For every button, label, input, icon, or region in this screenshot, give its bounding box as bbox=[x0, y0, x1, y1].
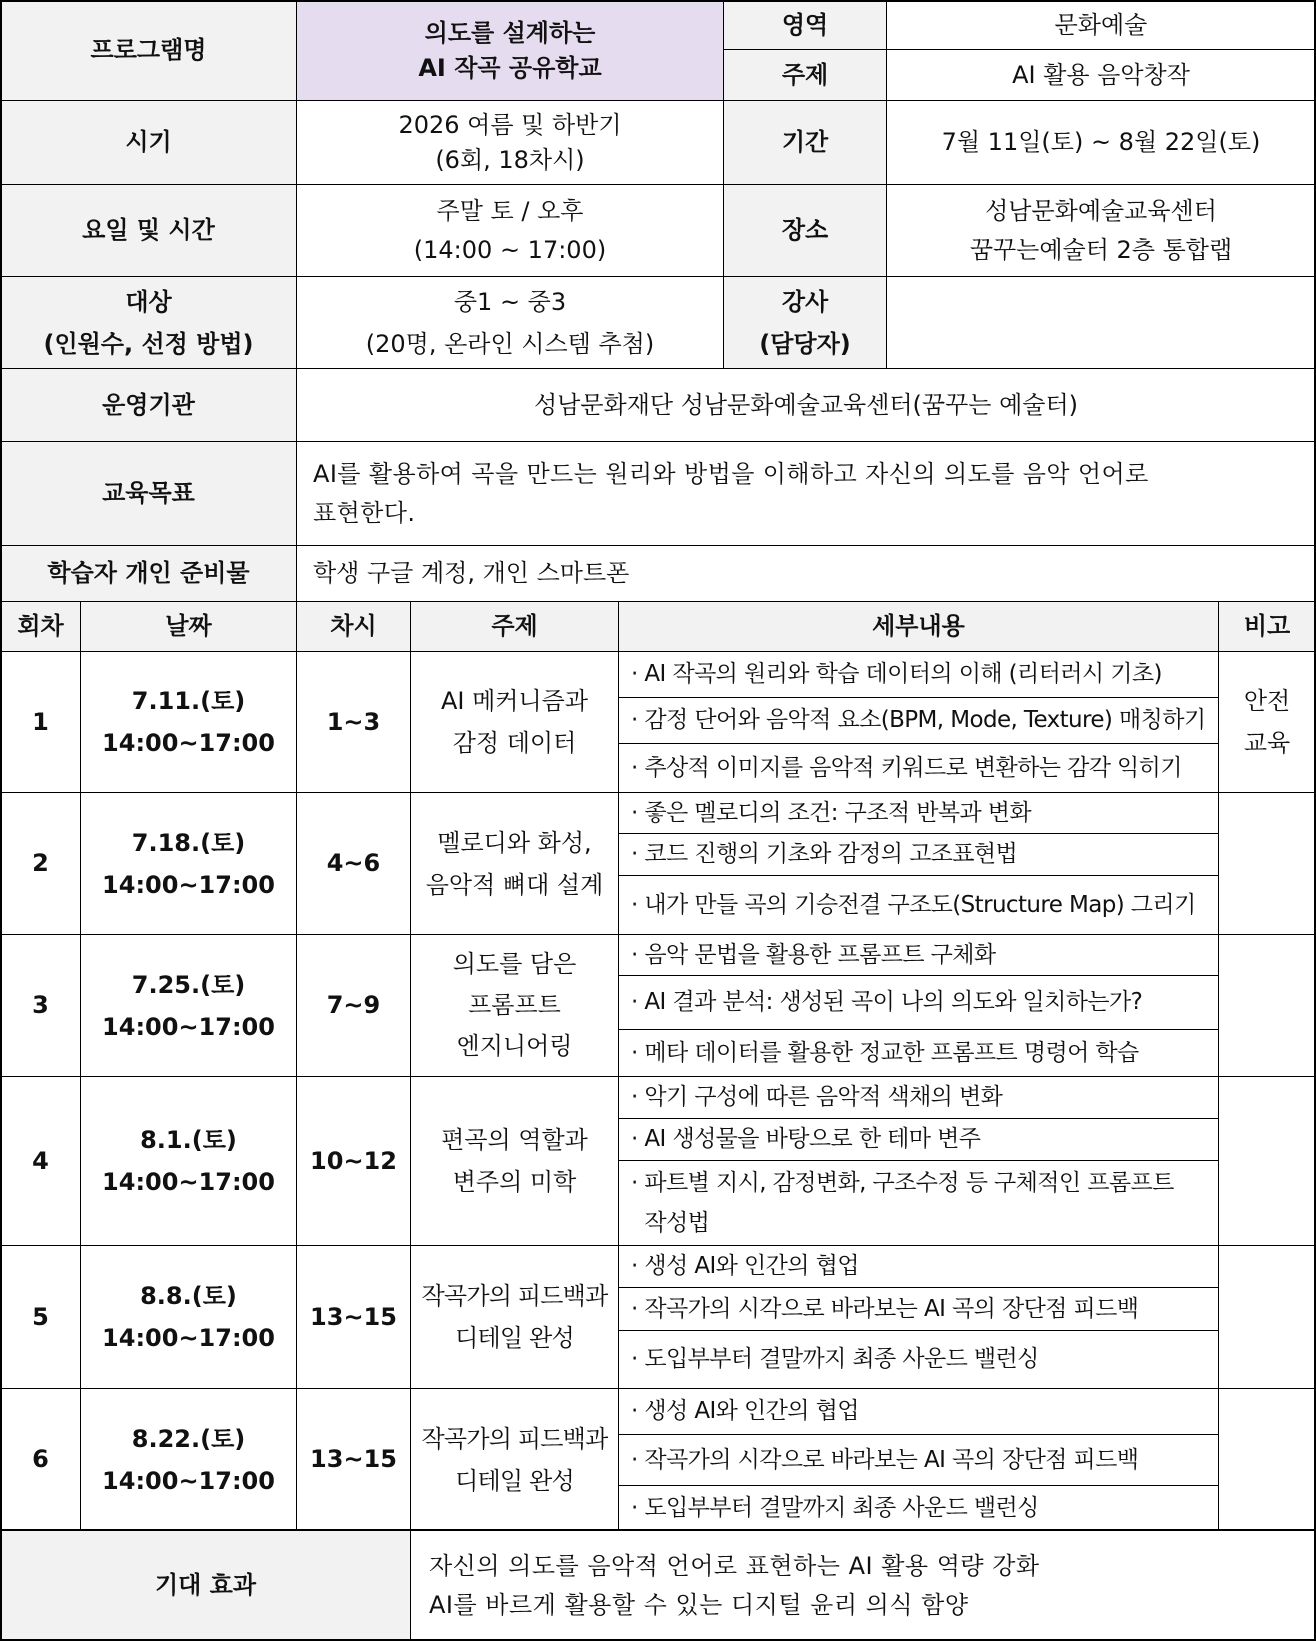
target-label: 대상 (인원수, 선정 방법) bbox=[0, 276, 297, 369]
place-value: 성남문화예술교육센터 꿈꾸는예술터 2층 통합랩 bbox=[886, 184, 1316, 277]
session-detail-item: · 생성 AI와 인간의 협업 bbox=[618, 1245, 1219, 1288]
session-detail-item: · 악기 구성에 따른 음악적 색채의 변화 bbox=[618, 1076, 1219, 1119]
session-hours: 10~12 bbox=[296, 1076, 411, 1246]
session-number: 5 bbox=[0, 1245, 81, 1389]
instructor-value bbox=[886, 276, 1316, 369]
session-number: 1 bbox=[0, 651, 81, 793]
period-value: 7월 11일(토) ~ 8월 22일(토) bbox=[886, 100, 1316, 185]
session-topic: 멜로디와 화성, 음악적 뼈대 설계 bbox=[410, 792, 619, 935]
goal-label: 교육목표 bbox=[0, 441, 297, 546]
effect-label: 기대 효과 bbox=[0, 1530, 411, 1641]
session-detail-item: · 생성 AI와 인간의 협업 bbox=[618, 1388, 1219, 1435]
prep-label: 학습자 개인 준비물 bbox=[0, 545, 297, 602]
session-topic: 의도를 담은 프롬프트 엔지니어링 bbox=[410, 934, 619, 1077]
session-detail-item: · 코드 진행의 기초와 감정의 고조표현법 bbox=[618, 833, 1219, 876]
topic-label: 주제 bbox=[723, 49, 887, 101]
timing-value: 2026 여름 및 하반기 (6회, 18차시) bbox=[296, 100, 724, 185]
session-detail-item: · 작곡가의 시각으로 바라보는 AI 곡의 장단점 피드백 bbox=[618, 1287, 1219, 1331]
program-name-label: 프로그램명 bbox=[0, 0, 297, 101]
session-detail-item: · 메타 데이터를 활용한 정교한 프롬프트 명령어 학습 bbox=[618, 1029, 1219, 1077]
org-label: 운영기관 bbox=[0, 368, 297, 442]
session-hours: 13~15 bbox=[296, 1245, 411, 1389]
session-hours: 1~3 bbox=[296, 651, 411, 793]
instructor-label: 강사 (담당자) bbox=[723, 276, 887, 369]
place-label: 장소 bbox=[723, 184, 887, 277]
session-detail-item: · AI 작곡의 원리와 학습 데이터의 이해 (리터러시 기초) bbox=[618, 651, 1219, 698]
session-hours: 13~15 bbox=[296, 1388, 411, 1531]
day-time-label: 요일 및 시간 bbox=[0, 184, 297, 277]
col-header-topic: 주제 bbox=[410, 601, 619, 652]
session-topic: 작곡가의 피드백과 디테일 완성 bbox=[410, 1388, 619, 1531]
col-header-details: 세부내용 bbox=[618, 601, 1219, 652]
session-note bbox=[1218, 934, 1316, 1077]
session-date: 8.22.(토) 14:00~17:00 bbox=[80, 1388, 297, 1531]
session-date: 7.11.(토) 14:00~17:00 bbox=[80, 651, 297, 793]
goal-value: AI를 활용하여 곡을 만드는 원리와 방법을 이해하고 자신의 의도를 음악 언어로 표현한다. bbox=[296, 441, 1316, 546]
session-hours: 4~6 bbox=[296, 792, 411, 935]
session-detail-item: · 내가 만들 곡의 기승전결 구조도(Structure Map) 그리기 bbox=[618, 875, 1219, 935]
session-note: 안전 교육 bbox=[1218, 651, 1316, 793]
org-value: 성남문화재단 성남문화예술교육센터(꿈꾸는 예술터) bbox=[296, 368, 1316, 442]
period-label: 기간 bbox=[723, 100, 887, 185]
session-detail-item: · 도입부부터 결말까지 최종 사운드 밸런싱 bbox=[618, 1330, 1219, 1389]
session-date: 8.8.(토) 14:00~17:00 bbox=[80, 1245, 297, 1389]
session-detail-item: · 추상적 이미지를 음악적 키워드로 변환하는 감각 익히기 bbox=[618, 743, 1219, 793]
session-detail-item: · 음악 문법을 활용한 프롬프트 구체화 bbox=[618, 934, 1219, 976]
prep-value: 학생 구글 계정, 개인 스마트폰 bbox=[296, 545, 1316, 602]
col-header-note: 비고 bbox=[1218, 601, 1316, 652]
col-header-hours: 차시 bbox=[296, 601, 411, 652]
session-date: 7.18.(토) 14:00~17:00 bbox=[80, 792, 297, 935]
col-header-date: 날짜 bbox=[80, 601, 297, 652]
session-topic: 작곡가의 피드백과 디테일 완성 bbox=[410, 1245, 619, 1389]
session-detail-item: · 작곡가의 시각으로 바라보는 AI 곡의 장단점 피드백 bbox=[618, 1434, 1219, 1486]
session-topic: 편곡의 역할과 변주의 미학 bbox=[410, 1076, 619, 1246]
session-number: 4 bbox=[0, 1076, 81, 1246]
day-time-value: 주말 토 / 오후 (14:00 ~ 17:00) bbox=[296, 184, 724, 277]
session-date: 8.1.(토) 14:00~17:00 bbox=[80, 1076, 297, 1246]
session-note bbox=[1218, 1388, 1316, 1531]
session-note bbox=[1218, 792, 1316, 935]
session-number: 6 bbox=[0, 1388, 81, 1531]
session-date: 7.25.(토) 14:00~17:00 bbox=[80, 934, 297, 1077]
session-number: 3 bbox=[0, 934, 81, 1077]
session-detail-item: · 도입부부터 결말까지 최종 사운드 밸런싱 bbox=[618, 1485, 1219, 1531]
session-note bbox=[1218, 1245, 1316, 1389]
program-name-value: 의도를 설계하는 AI 작곡 공유학교 bbox=[296, 0, 724, 101]
session-detail-item: · 좋은 멜로디의 조건: 구조적 반복과 변화 bbox=[618, 792, 1219, 834]
session-hours: 7~9 bbox=[296, 934, 411, 1077]
session-detail-item: · AI 결과 분석: 생성된 곡이 나의 의도와 일치하는가? bbox=[618, 975, 1219, 1030]
session-detail-item: · 파트별 지시, 감정변화, 구조수정 등 구체적인 프롬프트 작성법 bbox=[618, 1160, 1219, 1246]
session-number: 2 bbox=[0, 792, 81, 935]
session-topic: AI 메커니즘과 감정 데이터 bbox=[410, 651, 619, 793]
target-value: 중1 ~ 중3 (20명, 온라인 시스템 추첨) bbox=[296, 276, 724, 369]
area-value: 문화예술 bbox=[886, 0, 1316, 50]
session-detail-item: · AI 생성물을 바탕으로 한 테마 변주 bbox=[618, 1118, 1219, 1161]
timing-label: 시기 bbox=[0, 100, 297, 185]
topic-value: AI 활용 음악창작 bbox=[886, 49, 1316, 101]
col-header-session: 회차 bbox=[0, 601, 81, 652]
area-label: 영역 bbox=[723, 0, 887, 50]
session-detail-item: · 감정 단어와 음악적 요소(BPM, Mode, Texture) 매칭하기 bbox=[618, 697, 1219, 744]
effect-value: 자신의 의도를 음악적 언어로 표현하는 AI 활용 역량 강화 AI를 바르게 활용할 수 있는 디지털 윤리 의식 함양 bbox=[410, 1530, 1316, 1641]
session-note bbox=[1218, 1076, 1316, 1246]
